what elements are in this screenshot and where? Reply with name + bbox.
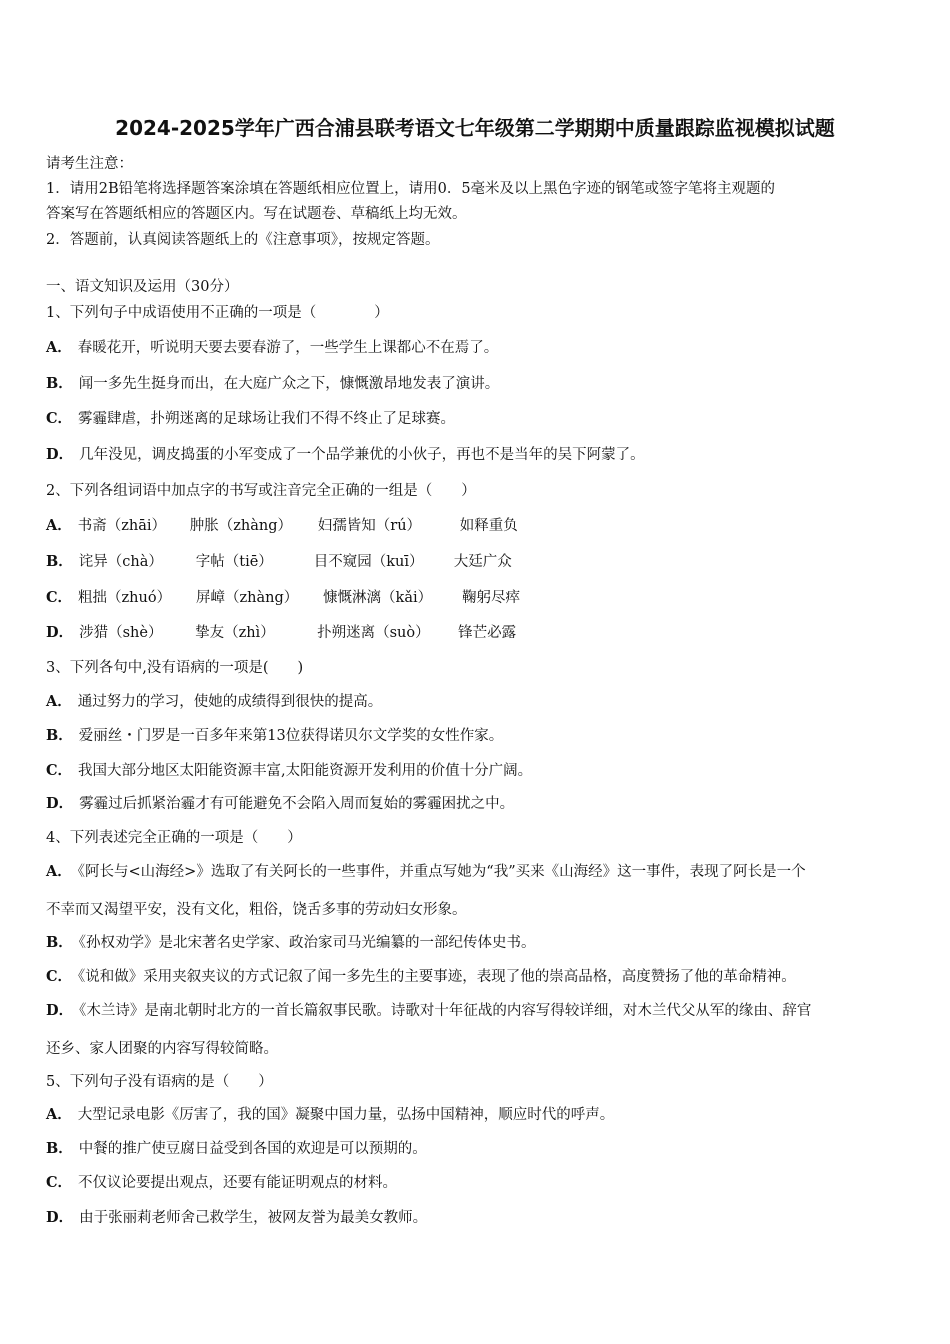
q4-stem: 4、下列表述完全正确的一项是（ ） bbox=[46, 830, 302, 846]
q3-option-d: D． 雾霾过后抓紧治霾才有可能避免不会陷入周而复始的雾霾困扰之中。 bbox=[46, 795, 515, 812]
q2-option-c: C． 粗拙（zhuó） 屏嶂（zhàng） 慷慨淋漓（kǎi） 鞠躬尽瘁 bbox=[46, 589, 521, 606]
q2-stem: 2、下列各组词语中加点字的书写或注音完全正确的一组是（ ） bbox=[46, 483, 476, 499]
q1-stem: 1、下列句子中成语使用不正确的一项是（ ） bbox=[46, 305, 389, 321]
notice-item-1: 1．请用2B铅笔将选择题答案涂填在答题纸相应位置上，请用0．5毫米及以上黑色字迹的钢笔或签字笔将主观题的 bbox=[46, 181, 776, 197]
q1-option-b: B． 闻一多先生挺身而出，在大庭广众之下，慷慨激昂地发表了演讲。 bbox=[46, 375, 500, 392]
q5-option-a: A． 大型记录电影《厉害了，我的国》凝聚中国力量，弘扬中国精神，顺应时代的呼声。 bbox=[46, 1106, 615, 1123]
q5-option-b: B． 中餐的推广使豆腐日益受到各国的欢迎是可以预期的。 bbox=[46, 1140, 427, 1157]
q3-option-a: A． 通过努力的学习，使她的成绩得到很快的提高。 bbox=[46, 693, 383, 710]
q4-option-a: A． 《阿长与<山海经>》选取了有关阿长的一些事件，并重点写她为“我”买来《山海经》这一事件，表现了阿长是一个 bbox=[46, 863, 806, 880]
q2-option-d: D． 涉猎（shè） 挚友（zhì） 扑朔迷离（suò） 锋芒必露 bbox=[46, 624, 517, 641]
page-title: 2024-2025学年广西合浦县联考语文七年级第二学期期中质量跟踪监视模拟试题 bbox=[115, 116, 835, 140]
q2-option-b: B． 诧异（chà） 字帖（tiē） 目不窥园（kuī） 大廷广众 bbox=[46, 553, 512, 570]
q3-option-b: B． 爱丽丝・门罗是一百多年来第13位获得诺贝尔文学奖的女性作家。 bbox=[46, 727, 504, 744]
q1-option-c: C． 雾霾肆虐，扑朔迷离的足球场让我们不得不终止了足球赛。 bbox=[46, 410, 456, 427]
q5-option-d: D． 由于张丽莉老师舍己救学生，被网友誉为最美女教师。 bbox=[46, 1209, 428, 1226]
q4-option-a-cont: 不幸而又渴望平安，没有文化，粗俗，饶舌多事的劳动妇女形象。 bbox=[46, 902, 467, 918]
notice-heading: 请考生注意： bbox=[46, 156, 133, 172]
q4-option-c: C． 《说和做》采用夹叙夹议的方式记叙了闻一多先生的主要事迹，表现了他的崇高品格，高度赞扬了他的革命精神。 bbox=[46, 968, 796, 985]
q3-stem: 3、下列各句中,没有语病的一项是( ) bbox=[46, 660, 304, 676]
q4-option-d: D． 《木兰诗》是南北朝时北方的一首长篇叙事民歌。诗歌对十年征战的内容写得较详细，对木兰代父从军的缘由、辞官 bbox=[46, 1002, 812, 1019]
q1-option-a: A． 春暖花开，听说明天要去要春游了，一些学生上课都心不在焉了。 bbox=[46, 339, 499, 356]
q4-option-b: B． 《孙权劝学》是北宋著名史学家、政治家司马光编纂的一部纪传体史书。 bbox=[46, 934, 536, 951]
q2-option-a: A． 书斋（zhāi） 肿胀（zhàng） 妇孺皆知（rú） 如释重负 bbox=[46, 517, 518, 534]
q1-option-d: D． 几年没见，调皮捣蛋的小军变成了一个品学兼优的小伙子，再也不是当年的吴下阿蒙了。 bbox=[46, 446, 645, 463]
notice-item-1-cont: 答案写在答题纸相应的答题区内。写在试题卷、草稿纸上均无效。 bbox=[46, 206, 467, 222]
section-heading: 一、语文知识及运用（30分） bbox=[46, 279, 239, 295]
q5-stem: 5、下列句子没有语病的是（ ） bbox=[46, 1074, 273, 1090]
q3-option-c: C． 我国大部分地区太阳能资源丰富,太阳能资源开发利用的价值十分广阔。 bbox=[46, 762, 533, 779]
q4-option-d-cont: 还乡、家人团聚的内容写得较简略。 bbox=[46, 1041, 278, 1057]
q5-option-c: C． 不仅议论要提出观点，还要有能证明观点的材料。 bbox=[46, 1174, 398, 1191]
notice-item-2: 2．答题前，认真阅读答题纸上的《注意事项》，按规定答题。 bbox=[46, 232, 440, 248]
